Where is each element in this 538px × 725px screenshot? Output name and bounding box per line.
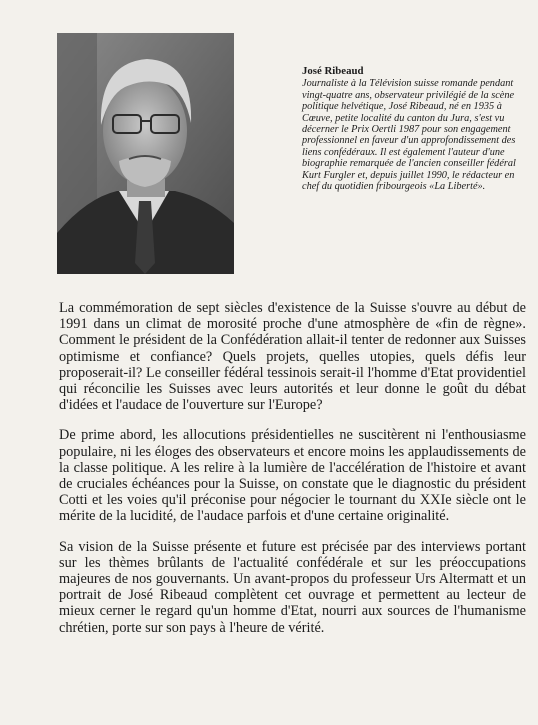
- author-portrait-photo: [57, 33, 234, 274]
- book-blurb: [59, 300, 526, 636]
- blurb-paragraph-1: La commémoration de sept siècles d'existence de la Suisse s'ouvre au début de 1991 dans un climat de morosité proche d'une atmosphère de «fin de règne». Comment le président de la Confédération allait-il tenter de redonner aux Suisses optimisme et confiance? Quels projets, quelles utopies, quels défis leur proposerait-il? Le conseiller fédéral tessinois serait-il l'homme d'Etat providentiel qui réconcilie les Suisses avec leurs autorités et leur donne le goût du débat d'idées et l'audace de l'ouverture sur l'Europe?: [59, 300, 526, 414]
- author-bio-text: Journaliste à la Télévision suisse romande pendant vingt-quatre ans, observateur privilégié de la scène politique helvétique, José Ribeaud, né en 1935 à Cœuve, petite localité du canton du Jura, s'est vu décerner le Prix Oertli 1987 pour son engagement professionnel en faveur d'un approfondissement des liens confédéraux. Il est également l'auteur d'une biographie remarquée de l'ancien conseiller fédéral Kurt Furgler et, depuis juillet 1990, le rédacteur en chef du quotidien fribourgeois «La Liberté».: [302, 78, 516, 193]
- author-bio: [302, 66, 524, 192]
- blurb-paragraph-2: De prime abord, les allocutions présidentielles ne suscitèrent ni l'enthousiasme populaire, ni les éloges des observateurs et encore moins les applaudissements de la classe politique. A les relire à la lumière de l'accélération de l'histoire et avant de cruciales échéances pour la Suisse, on constate que le diagnostic du président Cotti et les voies qu'il préconise pour négocier le tournant du XXIe siècle ont le mérite de la lucidité, de l'audace parfois et d'une certaine originalité.: [59, 427, 526, 525]
- blurb-paragraph-3: Sa vision de la Suisse présente et future est précisée par des interviews portant sur les thèmes brûlants de l'actualité confédérale et sur les préoccupations majeures de nos gouvernants. Un avant-propos du professeur Urs Altermatt et un portrait de José Ribeaud complètent cet ouvrage et permettent au lecteur de mieux cerner le regard qu'un homme d'Etat, nourri aux sources de l'humanisme chrétien, porte sur son pays à l'heure de vérité.: [59, 538, 526, 636]
- author-name: José Ribeaud: [302, 65, 364, 77]
